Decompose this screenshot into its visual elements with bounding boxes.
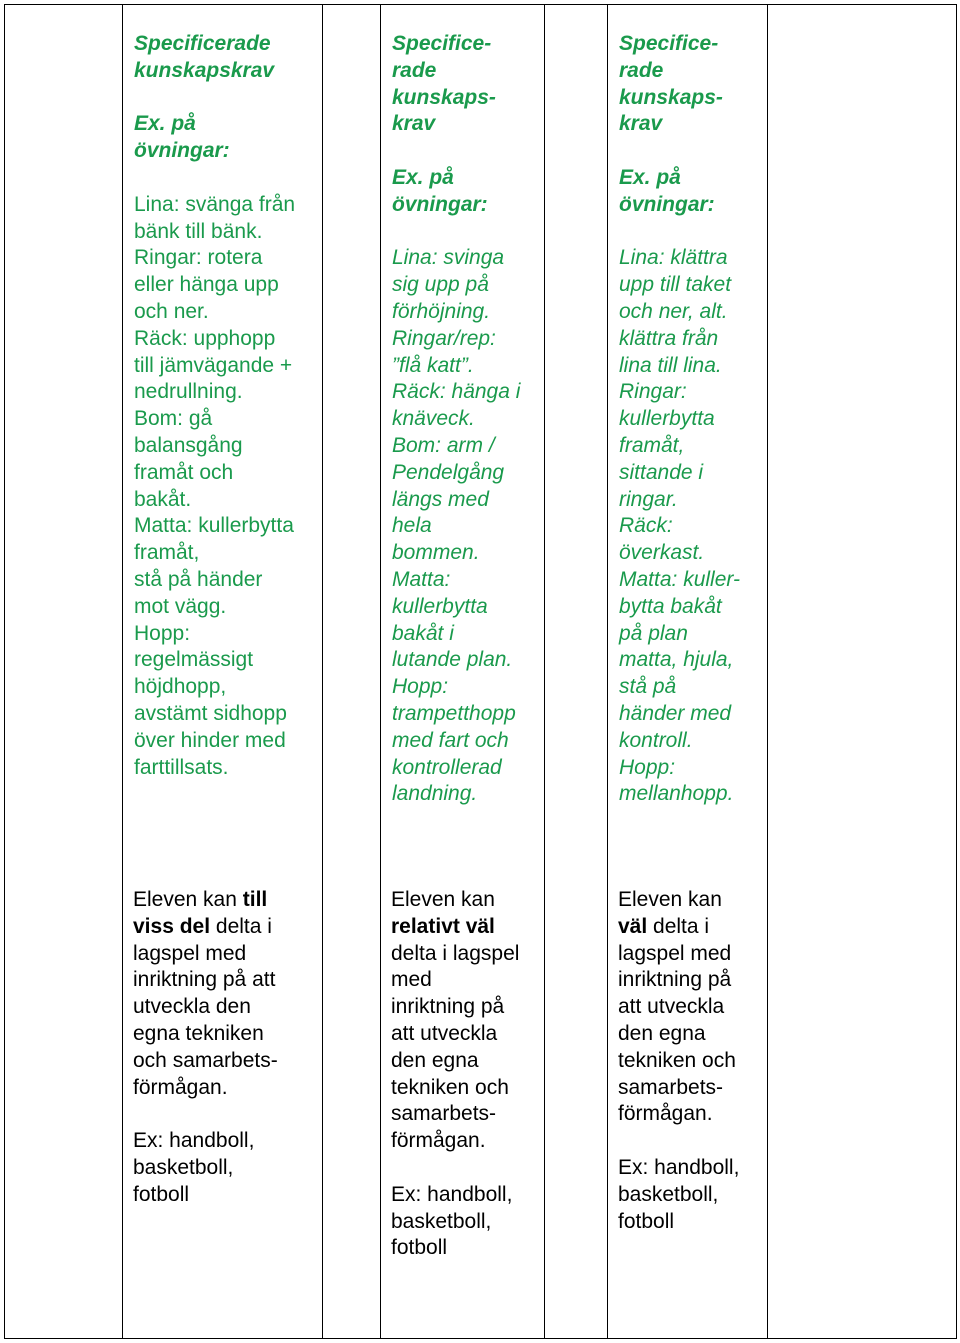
text-line: framåt, bbox=[134, 541, 200, 565]
requirement-line: samarbets- bbox=[618, 1075, 724, 1099]
exercise-list bbox=[619, 245, 764, 808]
example-sports bbox=[391, 1182, 541, 1262]
text-line: stå på händer bbox=[134, 567, 263, 591]
text-line: matta, hjula, bbox=[619, 648, 734, 672]
text-line: händer med bbox=[619, 701, 732, 725]
requirement-line: tekniken och bbox=[391, 1075, 509, 1099]
text-line: stå på bbox=[619, 675, 677, 699]
text-line: Ex: handboll, bbox=[133, 1129, 255, 1153]
text-line: kontrollerad bbox=[392, 755, 502, 779]
text-line: Lina: klättra bbox=[619, 246, 728, 270]
requirement-line: med bbox=[391, 968, 432, 992]
text-line: klättra från bbox=[619, 326, 719, 350]
text-line: bakåt. bbox=[134, 487, 192, 511]
text-line: överkast. bbox=[619, 541, 705, 565]
examples-label bbox=[619, 165, 764, 219]
column-2-lower bbox=[391, 887, 541, 1262]
text-line: Matta: kullerbytta bbox=[134, 514, 294, 538]
text-line: förhöjning. bbox=[392, 299, 491, 323]
text-line: Hopp: bbox=[619, 755, 676, 779]
text-line: fotboll bbox=[391, 1236, 448, 1260]
exercise-list bbox=[134, 192, 319, 782]
emphasis: relativt väl bbox=[391, 914, 495, 938]
text-line: Matta: bbox=[392, 567, 451, 591]
column-divider bbox=[122, 4, 123, 1339]
text-line: regelmässigt bbox=[134, 648, 254, 672]
text-line: krav bbox=[392, 112, 436, 136]
requirement-line: inriktning på bbox=[618, 968, 732, 992]
text-line: kunskaps- bbox=[619, 85, 723, 109]
text-line: Ringar: rotera bbox=[134, 246, 263, 270]
text-line: över hinder med bbox=[134, 728, 286, 752]
text-line: och ner, alt. bbox=[619, 299, 728, 323]
requirement-line: delta i lagspel bbox=[391, 941, 520, 965]
requirement-line bbox=[391, 914, 541, 941]
text-line: Räck: hänga i bbox=[392, 380, 521, 404]
text-line: framåt, bbox=[619, 433, 685, 457]
text-line: Matta: kuller- bbox=[619, 567, 740, 591]
text-line: Ringar: bbox=[619, 380, 687, 404]
examples-label: Ex. på övningar: bbox=[134, 112, 230, 163]
requirement-line: förmågan. bbox=[133, 1075, 228, 1099]
text-line: lutande plan. bbox=[392, 648, 513, 672]
text-line: fotboll bbox=[618, 1209, 675, 1233]
requirement-text bbox=[618, 887, 763, 1128]
requirement-line: och samarbets- bbox=[133, 1048, 278, 1072]
requirement-text bbox=[391, 887, 541, 1155]
text-line: lina till lina. bbox=[619, 353, 722, 377]
text-line: krav bbox=[619, 112, 663, 136]
requirement-line: tekniken och bbox=[618, 1048, 736, 1072]
text-line: bommen. bbox=[392, 541, 480, 565]
requirement-line: förmågan. bbox=[618, 1102, 713, 1126]
emphasis: viss del bbox=[133, 914, 211, 938]
text-line: till jämvägande + bbox=[134, 353, 293, 377]
text-line: framåt och bbox=[134, 460, 234, 484]
column-divider bbox=[544, 4, 545, 1339]
text-line: höjdhopp, bbox=[134, 675, 227, 699]
text-line: basketboll, bbox=[618, 1182, 719, 1206]
text-line: bänk till bänk. bbox=[134, 219, 263, 243]
text-line: Räck: bbox=[619, 514, 673, 538]
requirement-line: lagspel med bbox=[618, 941, 732, 965]
requirement-line: förmågan. bbox=[391, 1129, 486, 1153]
text-line: ”flå katt”. bbox=[392, 353, 474, 377]
text-line: bakåt i bbox=[392, 621, 454, 645]
text-line: bytta bakåt bbox=[619, 594, 722, 618]
text-line: farttillsats. bbox=[134, 755, 229, 779]
text-line: Räck: upphopp bbox=[134, 326, 276, 350]
text-line: Lina: svänga från bbox=[134, 192, 296, 216]
text-line: och ner. bbox=[134, 299, 209, 323]
text-line: kullerbytta bbox=[619, 407, 715, 431]
column-divider bbox=[607, 4, 608, 1339]
requirement-line: inriktning på att bbox=[133, 968, 276, 992]
text-line: Specifice- bbox=[392, 32, 492, 55]
text-line: Ex. på bbox=[392, 165, 454, 189]
table-border-left bbox=[4, 4, 5, 1339]
text-line: rade bbox=[619, 58, 664, 82]
text-line: kullerbytta bbox=[392, 594, 488, 618]
text-line: upp till taket bbox=[619, 273, 732, 297]
table-border-bottom bbox=[4, 1338, 957, 1339]
requirement-line: lagspel med bbox=[133, 941, 247, 965]
text-line: kontroll. bbox=[619, 728, 693, 752]
text-line: sig upp på bbox=[392, 273, 489, 297]
requirement-line: Eleven kan till bbox=[133, 888, 268, 911]
requirement-line: den egna bbox=[391, 1048, 479, 1072]
text-line: övningar: bbox=[619, 192, 715, 216]
text-line: Hopp: bbox=[392, 675, 449, 699]
text-line: sittande i bbox=[619, 460, 704, 484]
text-line: med fart och bbox=[392, 728, 509, 752]
text-line: Bom: arm / bbox=[392, 433, 495, 457]
requirement-line: viss del delta i bbox=[133, 914, 272, 938]
requirement-line: utveckla den bbox=[133, 995, 251, 1019]
requirement-line: att utveckla bbox=[618, 995, 725, 1019]
column-1-upper bbox=[134, 31, 319, 781]
requirement-line: väl delta i bbox=[618, 914, 710, 938]
requirement-line: egna tekniken bbox=[133, 1021, 264, 1045]
text-line: på plan bbox=[619, 621, 688, 645]
column-3-lower bbox=[618, 887, 763, 1235]
text-line: Ex. på bbox=[619, 165, 681, 189]
text-line: kunskaps- bbox=[392, 85, 496, 109]
text-line: nedrullning. bbox=[134, 380, 243, 404]
requirement-line: Eleven kan bbox=[391, 888, 495, 911]
text-line: Bom: gå bbox=[134, 407, 213, 431]
text-line: övningar: bbox=[392, 192, 488, 216]
column-divider bbox=[380, 4, 381, 1339]
text-line: mellanhopp. bbox=[619, 782, 734, 806]
text-line: mot vägg. bbox=[134, 594, 227, 618]
column-2-upper bbox=[392, 31, 542, 808]
column-1-lower bbox=[133, 887, 318, 1209]
text-line: knäveck. bbox=[392, 407, 475, 431]
text-line: hela bbox=[392, 514, 432, 538]
requirement-line: inriktning på bbox=[391, 995, 505, 1019]
examples-label bbox=[392, 165, 542, 219]
text-line: avstämt sidhopp bbox=[134, 701, 287, 725]
example-sports bbox=[133, 1128, 318, 1208]
exercise-list bbox=[392, 245, 542, 808]
text-line: Ex: handboll, bbox=[618, 1155, 740, 1179]
table-border-top bbox=[4, 4, 957, 5]
text-line: basketboll, bbox=[391, 1209, 492, 1233]
text-line: balansgång bbox=[134, 433, 243, 457]
text-line: Ringar/rep: bbox=[392, 326, 496, 350]
text-line: rade bbox=[392, 58, 437, 82]
text-line: eller hänga upp bbox=[134, 273, 279, 297]
example-sports bbox=[618, 1155, 763, 1235]
text-line: fotboll bbox=[133, 1182, 190, 1206]
column-divider bbox=[767, 4, 768, 1339]
requirement-text bbox=[133, 887, 318, 1101]
column-divider bbox=[322, 4, 323, 1339]
criteria-heading bbox=[392, 31, 542, 138]
text-line: Specifice- bbox=[619, 32, 719, 55]
criteria-heading bbox=[619, 31, 764, 138]
text-line: Pendelgång bbox=[392, 460, 505, 484]
column-3-upper bbox=[619, 31, 764, 808]
criteria-heading: Specificerade kunskapskrav bbox=[134, 32, 275, 82]
requirement-line: samarbets- bbox=[391, 1102, 497, 1126]
text-line: Ex: handboll, bbox=[391, 1182, 513, 1206]
text-line: längs med bbox=[392, 487, 489, 511]
emphasis: till bbox=[242, 888, 268, 911]
text-line: basketboll, bbox=[133, 1155, 234, 1179]
requirement-line: Eleven kan bbox=[618, 888, 722, 911]
text-line: ringar. bbox=[619, 487, 678, 511]
requirement-line: den egna bbox=[618, 1021, 706, 1045]
text-line: trampetthopp bbox=[392, 701, 516, 725]
text-line: Lina: svinga bbox=[392, 246, 505, 270]
text-line: Hopp: bbox=[134, 621, 191, 645]
emphasis: väl bbox=[618, 914, 648, 938]
table-border-right bbox=[956, 4, 957, 1339]
text-line: landning. bbox=[392, 782, 478, 806]
requirement-line: att utveckla bbox=[391, 1021, 498, 1045]
